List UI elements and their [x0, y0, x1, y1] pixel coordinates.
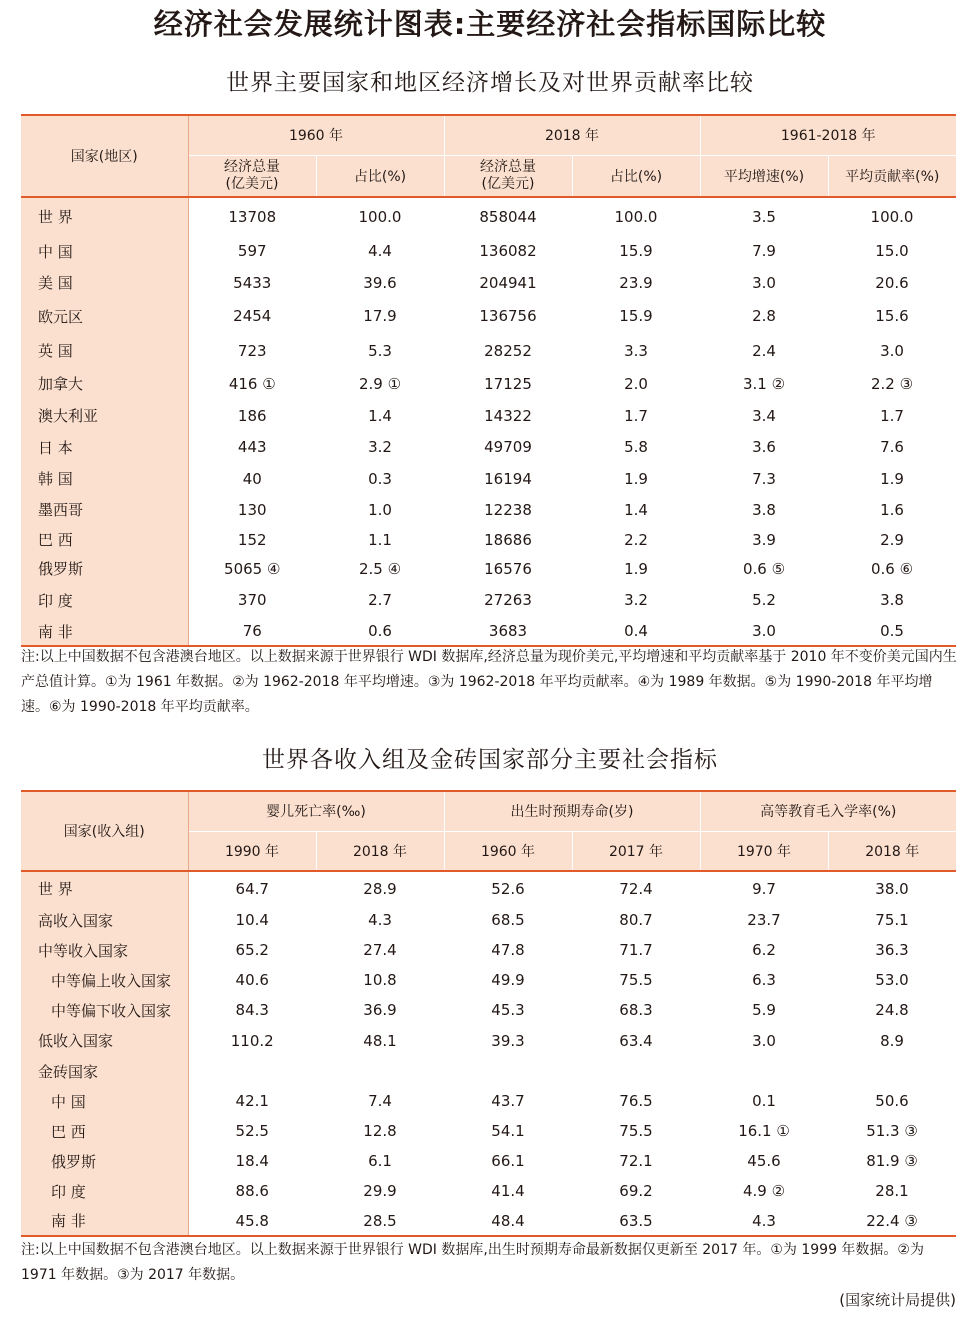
cell-share2018: 100.0: [614, 207, 658, 226]
cell-share1960: 1.4: [368, 406, 392, 425]
social-table: [21, 790, 956, 1237]
cell-gdp1960: 186: [237, 406, 267, 425]
cell-growth: 7.3: [752, 469, 776, 488]
cell-im1990: 88.6: [235, 1182, 269, 1200]
cell-growth: 3.6: [752, 438, 776, 456]
table-row: [21, 235, 956, 267]
cell-ed1970: 16.1 ①: [738, 1122, 790, 1140]
cell-im2018: 28.9: [363, 879, 397, 898]
header-gdp-line2: (亿美元): [225, 175, 279, 192]
source-credit: (国家统计局提供): [839, 1291, 956, 1309]
cell-growth: 5.2: [752, 591, 776, 609]
cell-gdp1960: 2454: [233, 307, 272, 325]
cell-growth: 0.6 ⑤: [742, 559, 786, 578]
header-gdp-2018: [444, 155, 572, 197]
row-label: 澳大利亚: [21, 400, 188, 431]
page-title: 经济社会发展统计图表:主要经济社会指标国际比较: [153, 7, 827, 41]
row-label: 中等偏上收入国家: [21, 965, 188, 995]
cell-le1960: 47.8: [491, 941, 525, 959]
cell-gdp1960: 370: [237, 591, 267, 609]
cell-le2017: 63.5: [572, 1206, 700, 1236]
cell-le1960: 43.7: [491, 1092, 525, 1110]
row-label: 世 界: [21, 197, 188, 235]
cell-gdp1960: 76: [188, 617, 316, 646]
cell-growth: 3.5: [752, 207, 776, 226]
row-label: 中 国: [21, 235, 188, 267]
row-label: 美 国: [21, 267, 188, 298]
cell-im1990: 52.5: [235, 1122, 269, 1140]
cell-share1960: 17.9: [363, 307, 397, 325]
cell-share2018: 1.7: [624, 406, 648, 425]
cell-share2018: 15.9: [619, 242, 653, 260]
table-row: [21, 871, 956, 905]
cell-gdp2018: 136756: [479, 307, 537, 325]
header-life-expectancy: 出生时预期寿命(岁): [444, 791, 700, 831]
cell-gdp1960: 5433: [233, 273, 272, 292]
cell-gdp1960: 40: [242, 469, 262, 488]
table-row: [21, 583, 956, 617]
row-label: 中 国: [21, 1086, 188, 1116]
cell-im2018: 36.9: [363, 1001, 397, 1019]
cell-ed1970: 6.3: [752, 971, 776, 989]
cell-le2017: 71.7: [619, 941, 653, 959]
table1-title: 世界主要国家和地区经济增长及对世界贡献率比较: [226, 70, 754, 96]
cell-gdp1960: 152: [237, 530, 267, 549]
cell-share2018: 5.8: [624, 438, 648, 456]
table-row: [21, 367, 956, 400]
cell-contrib: 2.9: [880, 530, 904, 549]
cell-le2017: 75.5: [619, 1122, 653, 1140]
cell-im2018: 27.4: [363, 941, 397, 959]
cell-contrib: 15.6: [875, 307, 909, 325]
table-row: [21, 494, 956, 525]
row-label: 韩 国: [21, 463, 188, 494]
cell-share1960: 2.7: [368, 591, 392, 609]
cell-gdp1960: 723: [237, 341, 267, 360]
table-row: [21, 905, 956, 935]
cell-gdp2018: 12238: [484, 500, 532, 519]
cell-ed1970: [700, 1056, 828, 1086]
cell-ed1970: 23.7: [747, 911, 781, 929]
cell-le1960: 54.1: [491, 1122, 525, 1140]
cell-gdp1960: 416 ①: [228, 374, 276, 393]
cell-im2018: 48.1: [363, 1031, 397, 1050]
table-row: [21, 554, 956, 583]
cell-growth: 2.8: [752, 307, 776, 325]
cell-share1960: 100.0: [358, 207, 402, 226]
row-label: 巴 西: [21, 525, 188, 554]
cell-ed1970: 5.9: [752, 1001, 776, 1019]
cell-share1960: 39.6: [363, 273, 397, 292]
cell-le1960: 41.4: [491, 1182, 525, 1200]
table-row: [21, 1206, 956, 1236]
cell-gdp2018: 18686: [484, 530, 532, 549]
header-year-2017: 2017 年: [572, 831, 700, 871]
cell-contrib: 3.8: [880, 591, 904, 609]
cell-share2018: 3.3: [624, 341, 648, 360]
row-label: 南 非: [21, 617, 188, 646]
cell-le2017: 69.2: [619, 1182, 653, 1200]
table2-title: 世界各收入组及金砖国家部分主要社会指标: [262, 747, 718, 773]
row-label: 巴 西: [21, 1116, 188, 1146]
header-year-1970: 1970 年: [700, 831, 828, 871]
table-row: [21, 1146, 956, 1176]
table-row: [21, 525, 956, 554]
cell-gdp1960: 130: [237, 500, 267, 519]
cell-ed2018: 50.6: [875, 1092, 909, 1110]
cell-ed1970: 9.7: [752, 879, 776, 898]
header-group-1961-2018: 1961-2018 年: [700, 115, 956, 155]
row-label: 金砖国家: [21, 1056, 188, 1086]
header-year-2018-edu: 2018 年: [828, 831, 956, 871]
cell-gdp2018: 858044: [479, 207, 537, 226]
cell-share2018: 15.9: [619, 307, 653, 325]
table-row: [21, 1056, 956, 1086]
row-label: 俄罗斯: [21, 554, 188, 583]
cell-le1960: 49.9: [491, 971, 525, 989]
cell-share2018: 0.4: [572, 617, 700, 646]
cell-le1960: [444, 1056, 572, 1086]
cell-growth: 3.1 ②: [742, 374, 786, 393]
cell-contrib: 0.5: [828, 617, 956, 646]
cell-share2018: 1.9: [624, 559, 648, 578]
cell-share1960: 0.6: [316, 617, 444, 646]
table-row: [21, 617, 956, 646]
table-row: [21, 1176, 956, 1206]
table-row: [21, 463, 956, 494]
cell-share2018: 23.9: [619, 273, 653, 292]
cell-ed1970: 4.9 ②: [742, 1182, 786, 1200]
header-group-2018: 2018 年: [444, 115, 700, 155]
cell-le1960: 66.1: [491, 1152, 525, 1170]
cell-le2017: [572, 1056, 700, 1086]
row-label: 印 度: [21, 583, 188, 617]
cell-growth: 3.0: [752, 273, 776, 292]
cell-share1960: 1.0: [368, 500, 392, 519]
cell-gdp2018: 17125: [484, 374, 532, 393]
cell-le2017: 63.4: [619, 1031, 653, 1050]
cell-ed2018: [828, 1056, 956, 1086]
row-label: 俄罗斯: [21, 1146, 188, 1176]
row-label: 低收入国家: [21, 1025, 188, 1056]
header-year-2018: 2018 年: [316, 831, 444, 871]
header-infant-mortality: 婴儿死亡率(‰): [188, 791, 444, 831]
table-row: [21, 197, 956, 235]
cell-im1990: [188, 1056, 316, 1086]
header-gdp-line1: 经济总量: [224, 158, 280, 175]
cell-growth: 3.9: [752, 530, 776, 549]
row-label: 印 度: [21, 1176, 188, 1206]
row-label: 英 国: [21, 334, 188, 367]
cell-ed2018: 51.3 ③: [866, 1122, 918, 1140]
cell-im2018: 7.4: [368, 1092, 392, 1110]
cell-ed2018: 22.4 ③: [828, 1206, 956, 1236]
header-share-1960: 占比(%): [316, 155, 444, 197]
table1-note: 注:以上中国数据不包含港澳台地区。以上数据来源于世界银行 WDI 数据库,经济总量为现价美元,平均增速和平均贡献率基于 2010 年不变价美元国内生产总值计算。①为 1961 年数据。②为 1962-2018 年平均增速。③为 1962-2018 年平均贡献率。④为 1989 年数据。⑤为 1990-2018 年平均增速。⑥为 1990-2018 年平均贡献率。: [21, 649, 957, 715]
cell-share1960: 3.2: [368, 438, 392, 456]
cell-contrib: 100.0: [870, 207, 914, 226]
header-gdp-1960: [188, 155, 316, 197]
cell-im2018: 4.3: [368, 911, 392, 929]
cell-share1960: 1.1: [368, 530, 392, 549]
cell-im2018: 12.8: [363, 1122, 397, 1140]
cell-gdp1960: 443: [237, 438, 267, 456]
cell-gdp2018: 3683: [444, 617, 572, 646]
table-row: [21, 1086, 956, 1116]
cell-ed2018: 28.1: [875, 1182, 909, 1200]
cell-share1960: 4.4: [368, 242, 392, 260]
row-label: 南 非: [21, 1206, 188, 1236]
cell-gdp2018: 14322: [484, 406, 532, 425]
cell-share1960: 2.9 ①: [358, 374, 402, 393]
cell-gdp2018: 16194: [484, 469, 532, 488]
table-row: [21, 431, 956, 463]
row-label: 加拿大: [21, 367, 188, 400]
cell-im1990: 10.4: [235, 911, 269, 929]
cell-share1960: 5.3: [368, 341, 392, 360]
header-gdp-line2: (亿美元): [481, 175, 535, 192]
cell-ed1970: 6.2: [752, 941, 776, 959]
cell-contrib: 0.6 ⑥: [870, 559, 914, 578]
header-country-group: 国家(收入组): [21, 791, 188, 871]
cell-ed2018: 81.9 ③: [866, 1152, 918, 1170]
cell-share2018: 2.2: [624, 530, 648, 549]
header-avg-growth: 平均增速(%): [700, 155, 828, 197]
cell-gdp2018: 16576: [484, 559, 532, 578]
cell-ed2018: 75.1: [875, 911, 909, 929]
header-group-1960: 1960 年: [188, 115, 444, 155]
header-year-1990: 1990 年: [188, 831, 316, 871]
cell-growth: 2.4: [752, 341, 776, 360]
row-label: 高收入国家: [21, 905, 188, 935]
table-row: [21, 995, 956, 1025]
cell-le2017: 75.5: [619, 971, 653, 989]
cell-im1990: 84.3: [235, 1001, 269, 1019]
cell-growth: 3.0: [700, 617, 828, 646]
cell-le1960: 45.3: [491, 1001, 525, 1019]
cell-im1990: 65.2: [235, 941, 269, 959]
cell-le1960: 68.5: [491, 911, 525, 929]
table-row: [21, 935, 956, 965]
cell-contrib: 7.6: [880, 438, 904, 456]
cell-im1990: 45.8: [188, 1206, 316, 1236]
cell-ed1970: 0.1: [752, 1092, 776, 1110]
table-row: [21, 334, 956, 367]
cell-gdp1960: 13708: [228, 207, 277, 226]
cell-ed1970: 45.6: [747, 1152, 781, 1170]
table-row: [21, 400, 956, 431]
cell-ed2018: 8.9: [880, 1031, 904, 1050]
cell-im1990: 110.2: [230, 1031, 274, 1050]
cell-gdp1960: 597: [237, 242, 267, 260]
cell-im1990: 40.6: [235, 971, 269, 989]
row-label: 世 界: [21, 871, 188, 905]
cell-contrib: 1.6: [880, 500, 904, 519]
cell-im1990: 64.7: [235, 879, 269, 898]
cell-le2017: 80.7: [619, 911, 653, 929]
header-tertiary-enrollment: 高等教育毛入学率(%): [700, 791, 956, 831]
cell-le2017: 68.3: [619, 1001, 653, 1019]
cell-growth: 7.9: [752, 242, 776, 260]
table-row: [21, 1116, 956, 1146]
row-label: 中等偏下收入国家: [21, 995, 188, 1025]
row-label: 欧元区: [21, 298, 188, 334]
cell-growth: 3.4: [752, 406, 776, 425]
cell-im2018: [316, 1056, 444, 1086]
table2-note: 注:以上中国数据不包含港澳台地区。以上数据来源于世界银行 WDI 数据库,出生时预期寿命最新数据仅更新至 2017 年。①为 1999 年数据。②为 1971 年数据。③为 2017 年数据。: [21, 1242, 924, 1283]
table-row: [21, 267, 956, 298]
cell-ed1970: 3.0: [752, 1031, 776, 1050]
table-row: [21, 298, 956, 334]
cell-im2018: 29.9: [363, 1182, 397, 1200]
cell-share2018: 3.2: [624, 591, 648, 609]
economy-table: [21, 114, 956, 647]
cell-ed1970: 4.3: [700, 1206, 828, 1236]
cell-gdp1960: 5065 ④: [224, 559, 281, 578]
cell-share1960: 0.3: [368, 469, 392, 488]
cell-gdp2018: 28252: [484, 341, 532, 360]
cell-share2018: 2.0: [624, 374, 648, 393]
row-label: 中等收入国家: [21, 935, 188, 965]
cell-le2017: 72.1: [619, 1152, 653, 1170]
cell-contrib: 20.6: [875, 273, 909, 292]
cell-le1960: 39.3: [491, 1031, 525, 1050]
cell-contrib: 3.0: [880, 341, 904, 360]
cell-im2018: 10.8: [363, 971, 397, 989]
cell-gdp2018: 49709: [484, 438, 532, 456]
header-year-1960: 1960 年: [444, 831, 572, 871]
cell-im1990: 18.4: [235, 1152, 269, 1170]
cell-growth: 3.8: [752, 500, 776, 519]
cell-contrib: 2.2 ③: [870, 374, 914, 393]
row-label: 日 本: [21, 431, 188, 463]
cell-ed2018: 24.8: [875, 1001, 909, 1019]
cell-le1960: 48.4: [444, 1206, 572, 1236]
cell-share2018: 1.9: [624, 469, 648, 488]
cell-im2018: 6.1: [368, 1152, 392, 1170]
cell-le2017: 76.5: [619, 1092, 653, 1110]
cell-le1960: 52.6: [491, 879, 525, 898]
header-avg-contrib: 平均贡献率(%): [828, 155, 956, 197]
cell-im1990: 42.1: [235, 1092, 269, 1110]
cell-gdp2018: 136082: [479, 242, 537, 260]
cell-share1960: 2.5 ④: [358, 559, 402, 578]
header-share-2018: 占比(%): [572, 155, 700, 197]
cell-gdp2018: 204941: [479, 273, 537, 292]
cell-share2018: 1.4: [624, 500, 648, 519]
header-country: 国家(地区): [21, 115, 188, 197]
cell-ed2018: 53.0: [875, 971, 909, 989]
cell-le2017: 72.4: [619, 879, 653, 898]
table-row: [21, 1025, 956, 1056]
cell-gdp2018: 27263: [484, 591, 532, 609]
cell-contrib: 15.0: [875, 242, 909, 260]
cell-contrib: 1.7: [880, 406, 904, 425]
row-label: 墨西哥: [21, 494, 188, 525]
cell-contrib: 1.9: [880, 469, 904, 488]
cell-im2018: 28.5: [316, 1206, 444, 1236]
cell-ed2018: 38.0: [875, 879, 909, 898]
header-gdp-line1: 经济总量: [480, 158, 536, 175]
cell-ed2018: 36.3: [875, 941, 909, 959]
table-row: [21, 965, 956, 995]
